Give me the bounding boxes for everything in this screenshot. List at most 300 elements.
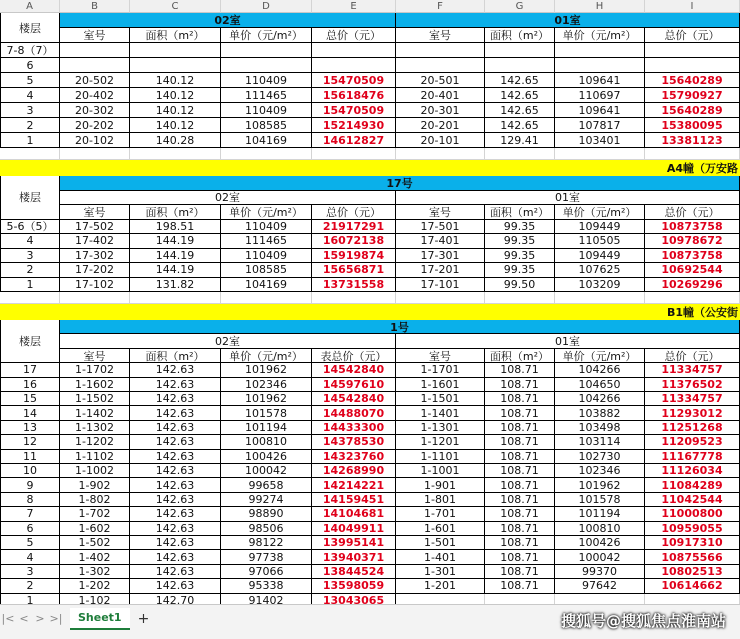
total-price-cell[interactable]: 10802513 bbox=[645, 565, 740, 579]
floor-cell[interactable]: 2 bbox=[0, 118, 60, 133]
data-cell[interactable] bbox=[221, 58, 312, 73]
data-cell[interactable]: 1-1501 bbox=[396, 392, 485, 406]
data-cell[interactable]: 1-301 bbox=[396, 565, 485, 579]
data-cell[interactable]: 1-1201 bbox=[396, 435, 485, 449]
data-cell[interactable]: 100426 bbox=[555, 536, 645, 550]
total-price-cell[interactable]: 14542840 bbox=[312, 363, 396, 377]
data-cell[interactable]: 103882 bbox=[555, 406, 645, 420]
total-price-cell[interactable]: 15919874 bbox=[312, 249, 396, 264]
data-cell[interactable]: 101578 bbox=[221, 406, 312, 420]
total-price-cell[interactable] bbox=[312, 58, 396, 73]
total-price-cell[interactable]: 10959055 bbox=[645, 522, 740, 536]
data-cell[interactable]: 142.63 bbox=[130, 478, 221, 492]
data-cell[interactable]: 110409 bbox=[221, 73, 312, 88]
total-price-cell[interactable]: 15640289 bbox=[645, 103, 740, 118]
floor-cell[interactable]: 2 bbox=[0, 263, 60, 278]
empty-cell[interactable] bbox=[555, 148, 645, 160]
data-cell[interactable]: 103401 bbox=[555, 133, 645, 148]
table1-row bbox=[0, 133, 740, 148]
data-cell[interactable]: 142.63 bbox=[130, 550, 221, 564]
data-cell[interactable]: 144.19 bbox=[130, 234, 221, 249]
data-cell[interactable]: 97738 bbox=[221, 550, 312, 564]
total-price-cell[interactable]: 14323760 bbox=[312, 450, 396, 464]
data-cell[interactable]: 100042 bbox=[221, 464, 312, 478]
data-cell[interactable]: 108585 bbox=[221, 118, 312, 133]
empty-cell[interactable] bbox=[60, 148, 130, 160]
data-cell[interactable]: 1-1302 bbox=[60, 421, 130, 435]
floor-cell[interactable]: 1 bbox=[0, 133, 60, 148]
data-cell[interactable] bbox=[221, 43, 312, 58]
total-price-cell[interactable]: 14597610 bbox=[312, 378, 396, 392]
data-cell[interactable]: 142.63 bbox=[130, 565, 221, 579]
data-cell[interactable]: 17-401 bbox=[396, 234, 485, 249]
first-sheet-icon[interactable]: |< bbox=[1, 612, 15, 625]
total-price-cell[interactable]: 15618476 bbox=[312, 88, 396, 103]
data-cell[interactable]: 1-902 bbox=[60, 478, 130, 492]
data-cell[interactable]: 140.12 bbox=[130, 103, 221, 118]
data-cell[interactable]: 142.63 bbox=[130, 493, 221, 507]
data-cell[interactable]: 108.71 bbox=[485, 565, 555, 579]
data-cell[interactable]: 1-1002 bbox=[60, 464, 130, 478]
data-cell[interactable]: 20-101 bbox=[396, 133, 485, 148]
data-cell[interactable]: 17-201 bbox=[396, 263, 485, 278]
column-header-e[interactable]: E bbox=[312, 0, 396, 13]
floor-cell[interactable]: 5 bbox=[0, 73, 60, 88]
data-cell[interactable]: 99.35 bbox=[485, 220, 555, 235]
data-cell[interactable]: 99.50 bbox=[485, 278, 555, 293]
data-cell[interactable]: 1-102 bbox=[60, 594, 130, 604]
data-cell[interactable]: 100042 bbox=[555, 550, 645, 564]
total-price-cell[interactable]: 11293012 bbox=[645, 406, 740, 420]
data-cell[interactable]: 104650 bbox=[555, 378, 645, 392]
total-price-cell[interactable]: 10978672 bbox=[645, 234, 740, 249]
data-cell[interactable]: 104169 bbox=[221, 278, 312, 293]
data-cell[interactable]: 1-502 bbox=[60, 536, 130, 550]
data-cell[interactable]: 100810 bbox=[221, 435, 312, 449]
data-cell[interactable]: 17-101 bbox=[396, 278, 485, 293]
data-cell[interactable]: 102346 bbox=[555, 464, 645, 478]
column-header-d[interactable]: D bbox=[221, 0, 312, 13]
floor-cell[interactable]: 1 bbox=[0, 594, 60, 604]
data-cell[interactable]: 111465 bbox=[221, 88, 312, 103]
data-cell[interactable]: 108.71 bbox=[485, 579, 555, 593]
data-cell[interactable]: 103114 bbox=[555, 435, 645, 449]
data-cell[interactable]: 108.71 bbox=[485, 392, 555, 406]
data-cell[interactable] bbox=[396, 43, 485, 58]
column-header-i[interactable]: I bbox=[645, 0, 740, 13]
data-cell[interactable]: 131.82 bbox=[130, 278, 221, 293]
data-cell[interactable]: 142.63 bbox=[130, 406, 221, 420]
empty-cell[interactable] bbox=[221, 292, 312, 304]
data-cell[interactable]: 142.65 bbox=[485, 73, 555, 88]
total-price-cell[interactable] bbox=[645, 43, 740, 58]
data-cell[interactable]: 99.35 bbox=[485, 234, 555, 249]
data-cell[interactable]: 99658 bbox=[221, 478, 312, 492]
data-cell[interactable]: 20-302 bbox=[60, 103, 130, 118]
data-cell[interactable]: 99.35 bbox=[485, 249, 555, 264]
floor-cell[interactable]: 3 bbox=[0, 103, 60, 118]
data-cell[interactable]: 1-901 bbox=[396, 478, 485, 492]
data-cell[interactable] bbox=[485, 43, 555, 58]
table2-subheader: 面积（m²） bbox=[130, 205, 221, 220]
data-cell[interactable]: 1-602 bbox=[60, 522, 130, 536]
column-header-a[interactable]: A bbox=[0, 0, 60, 13]
table3-room-row bbox=[0, 334, 740, 348]
empty-cell[interactable] bbox=[130, 148, 221, 160]
data-cell[interactable]: 103209 bbox=[555, 278, 645, 293]
floor-cell[interactable]: 17 bbox=[0, 363, 60, 377]
total-price-cell[interactable]: 14488070 bbox=[312, 406, 396, 420]
data-cell[interactable]: 1-802 bbox=[60, 493, 130, 507]
data-cell[interactable]: 1-1601 bbox=[396, 378, 485, 392]
floor-cell[interactable]: 3 bbox=[0, 249, 60, 264]
data-cell[interactable]: 102730 bbox=[555, 450, 645, 464]
total-price-cell[interactable]: 14378530 bbox=[312, 435, 396, 449]
data-cell[interactable]: 109641 bbox=[555, 73, 645, 88]
data-cell[interactable]: 140.12 bbox=[130, 88, 221, 103]
table1-subheader: 总价（元） bbox=[645, 28, 740, 43]
data-cell[interactable]: 98890 bbox=[221, 507, 312, 521]
data-cell[interactable]: 1-1001 bbox=[396, 464, 485, 478]
floor-cell[interactable]: 2 bbox=[0, 579, 60, 593]
data-cell[interactable]: 108.71 bbox=[485, 378, 555, 392]
data-cell[interactable]: 17-501 bbox=[396, 220, 485, 235]
data-cell[interactable]: 140.12 bbox=[130, 73, 221, 88]
empty-cell[interactable] bbox=[312, 292, 396, 304]
data-cell[interactable]: 20-301 bbox=[396, 103, 485, 118]
data-cell[interactable]: 20-102 bbox=[60, 133, 130, 148]
add-sheet-button[interactable]: + bbox=[137, 610, 150, 627]
empty-cell[interactable] bbox=[130, 292, 221, 304]
floor-cell[interactable]: 14 bbox=[0, 406, 60, 420]
total-price-cell[interactable]: 14542840 bbox=[312, 392, 396, 406]
floor-cell[interactable]: 5 bbox=[0, 536, 60, 550]
data-cell[interactable]: 97642 bbox=[555, 579, 645, 593]
floor-cell[interactable]: 11 bbox=[0, 450, 60, 464]
data-cell[interactable]: 101194 bbox=[221, 421, 312, 435]
data-cell[interactable]: 100426 bbox=[221, 450, 312, 464]
data-cell[interactable] bbox=[555, 43, 645, 58]
data-cell[interactable]: 101962 bbox=[221, 392, 312, 406]
data-cell[interactable]: 1-401 bbox=[396, 550, 485, 564]
data-cell[interactable]: 198.51 bbox=[130, 220, 221, 235]
data-cell[interactable]: 91402 bbox=[221, 594, 312, 604]
data-cell[interactable]: 1-402 bbox=[60, 550, 130, 564]
data-cell[interactable]: 17-202 bbox=[60, 263, 130, 278]
data-cell[interactable]: 109641 bbox=[555, 103, 645, 118]
total-price-cell[interactable]: 11167778 bbox=[645, 450, 740, 464]
data-cell[interactable]: 111465 bbox=[221, 234, 312, 249]
data-cell[interactable]: 1-1301 bbox=[396, 421, 485, 435]
total-price-cell[interactable] bbox=[312, 43, 396, 58]
data-cell[interactable]: 1-1402 bbox=[60, 406, 130, 420]
floor-cell[interactable]: 6 bbox=[0, 58, 60, 73]
data-cell[interactable]: 104266 bbox=[555, 363, 645, 377]
data-cell[interactable]: 142.63 bbox=[130, 522, 221, 536]
data-cell[interactable]: 142.65 bbox=[485, 88, 555, 103]
total-price-cell[interactable]: 15790927 bbox=[645, 88, 740, 103]
data-cell[interactable]: 101962 bbox=[555, 478, 645, 492]
data-cell[interactable]: 1-1502 bbox=[60, 392, 130, 406]
data-cell[interactable]: 1-201 bbox=[396, 579, 485, 593]
total-price-cell[interactable]: 14049911 bbox=[312, 522, 396, 536]
total-price-cell[interactable] bbox=[645, 58, 740, 73]
data-cell[interactable]: 103498 bbox=[555, 421, 645, 435]
data-cell[interactable]: 110409 bbox=[221, 103, 312, 118]
data-cell[interactable]: 108.71 bbox=[485, 421, 555, 435]
floor-cell[interactable]: 3 bbox=[0, 565, 60, 579]
total-price-cell[interactable]: 14104681 bbox=[312, 507, 396, 521]
data-cell[interactable]: 108.71 bbox=[485, 478, 555, 492]
data-cell[interactable]: 1-202 bbox=[60, 579, 130, 593]
data-cell[interactable]: 142.63 bbox=[130, 579, 221, 593]
column-header-b[interactable]: B bbox=[60, 0, 130, 13]
data-cell[interactable]: 140.12 bbox=[130, 118, 221, 133]
data-cell[interactable]: 95338 bbox=[221, 579, 312, 593]
data-cell[interactable]: 110505 bbox=[555, 234, 645, 249]
total-price-cell[interactable]: 10692544 bbox=[645, 263, 740, 278]
floor-cell[interactable]: 9 bbox=[0, 478, 60, 492]
data-cell[interactable]: 17-402 bbox=[60, 234, 130, 249]
data-cell[interactable]: 1-701 bbox=[396, 507, 485, 521]
data-cell[interactable]: 99370 bbox=[555, 565, 645, 579]
data-cell[interactable]: 101962 bbox=[221, 363, 312, 377]
data-cell[interactable]: 109449 bbox=[555, 220, 645, 235]
column-header-f[interactable]: F bbox=[396, 0, 485, 13]
data-cell[interactable]: 129.41 bbox=[485, 133, 555, 148]
data-cell[interactable]: 107817 bbox=[555, 118, 645, 133]
total-price-cell[interactable]: 15470509 bbox=[312, 73, 396, 88]
total-price-cell[interactable]: 11126034 bbox=[645, 464, 740, 478]
floor-cell[interactable]: 1 bbox=[0, 278, 60, 293]
empty-cell[interactable] bbox=[396, 148, 485, 160]
total-price-cell[interactable]: 10917310 bbox=[645, 536, 740, 550]
data-cell[interactable]: 110697 bbox=[555, 88, 645, 103]
data-cell[interactable]: 108.71 bbox=[485, 522, 555, 536]
data-cell[interactable] bbox=[555, 58, 645, 73]
data-cell[interactable]: 1-1401 bbox=[396, 406, 485, 420]
data-cell[interactable] bbox=[485, 594, 555, 604]
data-cell[interactable]: 108.71 bbox=[485, 550, 555, 564]
data-cell[interactable]: 101194 bbox=[555, 507, 645, 521]
empty-cell[interactable] bbox=[555, 292, 645, 304]
data-cell[interactable]: 1-1702 bbox=[60, 363, 130, 377]
data-cell[interactable]: 102346 bbox=[221, 378, 312, 392]
data-cell[interactable]: 98506 bbox=[221, 522, 312, 536]
total-price-cell[interactable]: 11376502 bbox=[645, 378, 740, 392]
empty-cell[interactable] bbox=[60, 292, 130, 304]
data-cell[interactable]: 1-1102 bbox=[60, 450, 130, 464]
floor-cell[interactable]: 4 bbox=[0, 550, 60, 564]
floor-cell[interactable]: 8 bbox=[0, 493, 60, 507]
floor-cell[interactable]: 7 bbox=[0, 507, 60, 521]
total-price-cell[interactable]: 10269296 bbox=[645, 278, 740, 293]
total-price-cell[interactable]: 13598059 bbox=[312, 579, 396, 593]
data-cell[interactable]: 99.35 bbox=[485, 263, 555, 278]
data-cell[interactable]: 142.63 bbox=[130, 363, 221, 377]
data-cell[interactable]: 1-1602 bbox=[60, 378, 130, 392]
data-cell[interactable] bbox=[485, 58, 555, 73]
total-price-cell[interactable]: 11084289 bbox=[645, 478, 740, 492]
data-cell[interactable]: 98122 bbox=[221, 536, 312, 550]
data-cell[interactable]: 1-1701 bbox=[396, 363, 485, 377]
data-cell[interactable]: 17-502 bbox=[60, 220, 130, 235]
total-price-cell[interactable]: 11042544 bbox=[645, 493, 740, 507]
data-cell[interactable]: 99274 bbox=[221, 493, 312, 507]
data-cell[interactable]: 1-801 bbox=[396, 493, 485, 507]
floor-cell[interactable]: 10 bbox=[0, 464, 60, 478]
data-cell[interactable]: 104169 bbox=[221, 133, 312, 148]
empty-cell[interactable] bbox=[645, 292, 740, 304]
total-price-cell[interactable]: 10614662 bbox=[645, 579, 740, 593]
data-cell[interactable]: 108.71 bbox=[485, 406, 555, 420]
total-price-cell[interactable]: 13940371 bbox=[312, 550, 396, 564]
data-cell[interactable]: 108.71 bbox=[485, 363, 555, 377]
floor-cell[interactable]: 7-8（7） bbox=[0, 43, 60, 58]
data-cell[interactable]: 142.63 bbox=[130, 507, 221, 521]
data-cell[interactable]: 17-301 bbox=[396, 249, 485, 264]
next-sheet-icon[interactable]: > bbox=[35, 612, 45, 625]
total-price-cell[interactable]: 11209523 bbox=[645, 435, 740, 449]
data-cell[interactable]: 1-702 bbox=[60, 507, 130, 521]
column-header-c[interactable]: C bbox=[130, 0, 221, 13]
data-cell[interactable] bbox=[60, 58, 130, 73]
data-cell[interactable]: 142.65 bbox=[485, 103, 555, 118]
data-cell[interactable]: 142.63 bbox=[130, 450, 221, 464]
data-cell[interactable]: 108.71 bbox=[485, 536, 555, 550]
empty-cell[interactable] bbox=[0, 292, 60, 304]
floor-cell[interactable]: 5-6（5） bbox=[0, 220, 60, 235]
data-cell[interactable]: 142.63 bbox=[130, 464, 221, 478]
total-price-cell[interactable]: 11334757 bbox=[645, 363, 740, 377]
floor-cell[interactable]: 16 bbox=[0, 378, 60, 392]
data-cell[interactable]: 144.19 bbox=[130, 263, 221, 278]
total-price-cell[interactable]: 10873758 bbox=[645, 249, 740, 264]
total-price-cell[interactable]: 11251268 bbox=[645, 421, 740, 435]
data-cell[interactable]: 97066 bbox=[221, 565, 312, 579]
floor-cell[interactable]: 4 bbox=[0, 234, 60, 249]
data-cell[interactable]: 20-402 bbox=[60, 88, 130, 103]
total-price-cell[interactable]: 10875566 bbox=[645, 550, 740, 564]
total-price-cell[interactable]: 15214930 bbox=[312, 118, 396, 133]
total-price-cell[interactable]: 14268990 bbox=[312, 464, 396, 478]
data-cell[interactable]: 20-201 bbox=[396, 118, 485, 133]
data-cell[interactable]: 20-502 bbox=[60, 73, 130, 88]
empty-cell[interactable] bbox=[221, 148, 312, 160]
empty-cell[interactable] bbox=[312, 148, 396, 160]
table1-row bbox=[0, 73, 740, 88]
last-sheet-icon[interactable]: >| bbox=[49, 612, 63, 625]
data-cell[interactable] bbox=[130, 43, 221, 58]
empty-cell[interactable] bbox=[0, 148, 60, 160]
data-cell[interactable] bbox=[396, 58, 485, 73]
data-cell[interactable]: 1-1202 bbox=[60, 435, 130, 449]
total-price-cell[interactable]: 11334757 bbox=[645, 392, 740, 406]
data-cell[interactable]: 101578 bbox=[555, 493, 645, 507]
data-cell[interactable]: 20-501 bbox=[396, 73, 485, 88]
data-cell[interactable]: 1-601 bbox=[396, 522, 485, 536]
data-cell[interactable]: 142.63 bbox=[130, 378, 221, 392]
data-cell[interactable]: 142.63 bbox=[130, 536, 221, 550]
data-cell[interactable] bbox=[60, 43, 130, 58]
total-price-cell[interactable]: 14214221 bbox=[312, 478, 396, 492]
total-price-cell[interactable]: 13844524 bbox=[312, 565, 396, 579]
total-price-cell[interactable] bbox=[645, 594, 740, 604]
column-header-h[interactable]: H bbox=[555, 0, 645, 13]
total-price-cell[interactable]: 10873758 bbox=[645, 220, 740, 235]
data-cell[interactable]: 110409 bbox=[221, 220, 312, 235]
floor-cell[interactable]: 15 bbox=[0, 392, 60, 406]
data-cell[interactable] bbox=[396, 594, 485, 604]
floor-cell[interactable]: 13 bbox=[0, 421, 60, 435]
total-price-cell[interactable]: 13995141 bbox=[312, 536, 396, 550]
data-cell[interactable]: 17-102 bbox=[60, 278, 130, 293]
empty-cell[interactable] bbox=[396, 292, 485, 304]
data-cell[interactable]: 104266 bbox=[555, 392, 645, 406]
data-cell[interactable]: 107625 bbox=[555, 263, 645, 278]
data-cell[interactable]: 108.71 bbox=[485, 450, 555, 464]
data-cell[interactable]: 140.28 bbox=[130, 133, 221, 148]
total-price-cell[interactable]: 14612827 bbox=[312, 133, 396, 148]
data-cell[interactable]: 142.63 bbox=[130, 421, 221, 435]
data-cell[interactable]: 110409 bbox=[221, 249, 312, 264]
data-cell[interactable]: 1-1101 bbox=[396, 450, 485, 464]
total-price-cell[interactable]: 15640289 bbox=[645, 73, 740, 88]
data-cell[interactable]: 142.65 bbox=[485, 118, 555, 133]
data-cell[interactable]: 1-501 bbox=[396, 536, 485, 550]
column-header-g[interactable]: G bbox=[485, 0, 555, 13]
total-price-cell[interactable]: 13043065 bbox=[312, 594, 396, 604]
total-price-cell[interactable]: 13381123 bbox=[645, 133, 740, 148]
data-cell[interactable]: 108585 bbox=[221, 263, 312, 278]
floor-cell[interactable]: 6 bbox=[0, 522, 60, 536]
empty-cell[interactable] bbox=[485, 292, 555, 304]
tab-sheet1[interactable]: Sheet1 bbox=[70, 608, 130, 630]
floor-cell[interactable]: 12 bbox=[0, 435, 60, 449]
data-cell[interactable]: 109449 bbox=[555, 249, 645, 264]
total-price-cell[interactable]: 15656871 bbox=[312, 263, 396, 278]
table1-row bbox=[0, 43, 740, 58]
data-cell[interactable]: 142.63 bbox=[130, 435, 221, 449]
data-cell[interactable]: 17-302 bbox=[60, 249, 130, 264]
total-price-cell[interactable]: 13731558 bbox=[312, 278, 396, 293]
data-cell[interactable]: 108.71 bbox=[485, 464, 555, 478]
data-cell[interactable]: 100810 bbox=[555, 522, 645, 536]
data-cell[interactable]: 1-302 bbox=[60, 565, 130, 579]
empty-cell[interactable] bbox=[645, 148, 740, 160]
total-price-cell[interactable]: 14159451 bbox=[312, 493, 396, 507]
data-cell[interactable]: 144.19 bbox=[130, 249, 221, 264]
data-cell[interactable]: 142.70 bbox=[130, 594, 221, 604]
total-price-cell[interactable]: 15380095 bbox=[645, 118, 740, 133]
data-cell[interactable]: 108.71 bbox=[485, 493, 555, 507]
total-price-cell[interactable]: 21917291 bbox=[312, 220, 396, 235]
total-price-cell[interactable]: 15470509 bbox=[312, 103, 396, 118]
data-cell[interactable] bbox=[130, 58, 221, 73]
data-cell[interactable]: 142.63 bbox=[130, 392, 221, 406]
data-cell[interactable]: 20-202 bbox=[60, 118, 130, 133]
data-cell[interactable]: 108.71 bbox=[485, 435, 555, 449]
data-cell[interactable]: 108.71 bbox=[485, 507, 555, 521]
data-cell[interactable] bbox=[555, 594, 645, 604]
total-price-cell[interactable]: 16072138 bbox=[312, 234, 396, 249]
empty-cell[interactable] bbox=[485, 148, 555, 160]
prev-sheet-icon[interactable]: < bbox=[19, 612, 29, 625]
total-price-cell[interactable]: 14433300 bbox=[312, 421, 396, 435]
floor-cell[interactable]: 4 bbox=[0, 88, 60, 103]
total-price-cell[interactable]: 11000800 bbox=[645, 507, 740, 521]
data-cell[interactable]: 20-401 bbox=[396, 88, 485, 103]
